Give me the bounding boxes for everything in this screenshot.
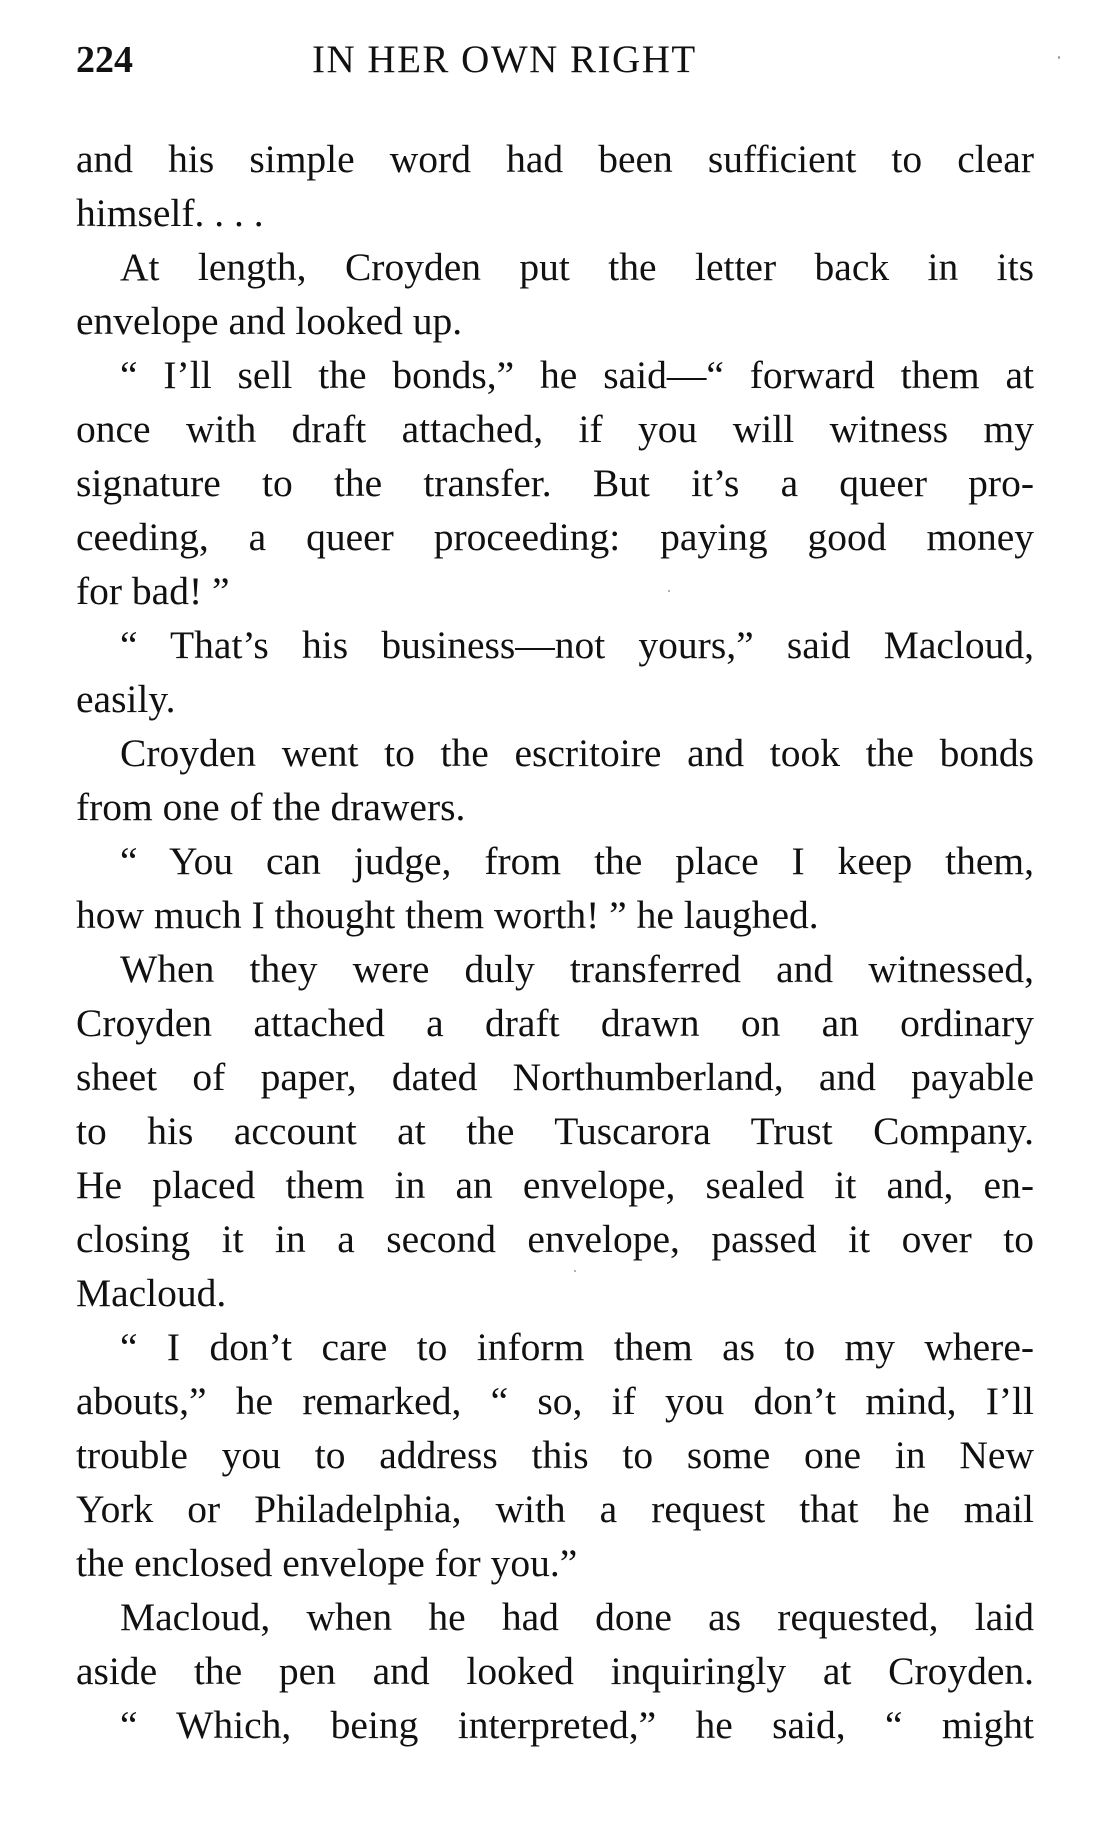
text-line: for bad! ” [76, 569, 230, 613]
text-line: once with draft attached, if you will witness my [76, 407, 1034, 451]
text-line: “ Which, being interpreted,” he said, “ might [120, 1703, 1034, 1747]
text-line: aside the pen and looked inquiringly at Croyden. [76, 1649, 1034, 1693]
running-head: IN HER OWN RIGHT [312, 38, 697, 81]
text-line: himself. . . . [76, 191, 264, 235]
text-line: ceeding, a queer proceeding: paying good money [76, 515, 1034, 559]
text-line: “ That’s his business—not yours,” said Macloud, [120, 623, 1034, 667]
text-line: and his simple word had been sufficient to clear [76, 137, 1034, 181]
text-line: easily. [76, 677, 176, 721]
text-line: Macloud, when he had done as requested, laid [120, 1595, 1034, 1639]
text-line: He placed them in an envelope, sealed it and, en- [76, 1163, 1034, 1207]
text-line: abouts,” he remarked, “ so, if you don’t mind, I’ll [76, 1379, 1034, 1423]
text-line: to his account at the Tuscarora Trust Company. [76, 1109, 1034, 1153]
text-line: sheet of paper, dated Northumberland, and payable [76, 1055, 1034, 1099]
paper-fleck [574, 1270, 576, 1272]
paper-fleck [668, 590, 670, 592]
text-line: from one of the drawers. [76, 785, 466, 829]
text-line: When they were duly transferred and witnessed, [120, 947, 1034, 991]
text-line: trouble you to address this to some one in New [76, 1433, 1034, 1477]
page-header [76, 34, 1036, 94]
text-line: Croyden attached a draft drawn on an ordinary [76, 1001, 1034, 1045]
text-line: York or Philadelphia, with a request that he mail [76, 1487, 1034, 1531]
text-line: how much I thought them worth! ” he laughed. [76, 893, 819, 937]
text-line: “ I don’t care to inform them as to my where- [120, 1325, 1034, 1369]
text-line: signature to the transfer. But it’s a queer pro- [76, 461, 1034, 505]
text-line: Macloud. [76, 1271, 227, 1315]
text-line: Croyden went to the escritoire and took the bonds [120, 731, 1034, 775]
text-line: “ You can judge, from the place I keep them, [120, 839, 1034, 883]
text-line: “ I’ll sell the bonds,” he said—“ forward them at [120, 353, 1034, 397]
paper-fleck [1058, 56, 1060, 59]
text-line: envelope and looked up. [76, 299, 463, 343]
page-number: 224 [76, 39, 133, 81]
body-text [76, 132, 1034, 1752]
text-line: closing it in a second envelope, passed it over to [76, 1217, 1034, 1261]
text-line: At length, Croyden put the letter back in its [120, 245, 1034, 289]
text-line: the enclosed envelope for you.” [76, 1541, 578, 1585]
